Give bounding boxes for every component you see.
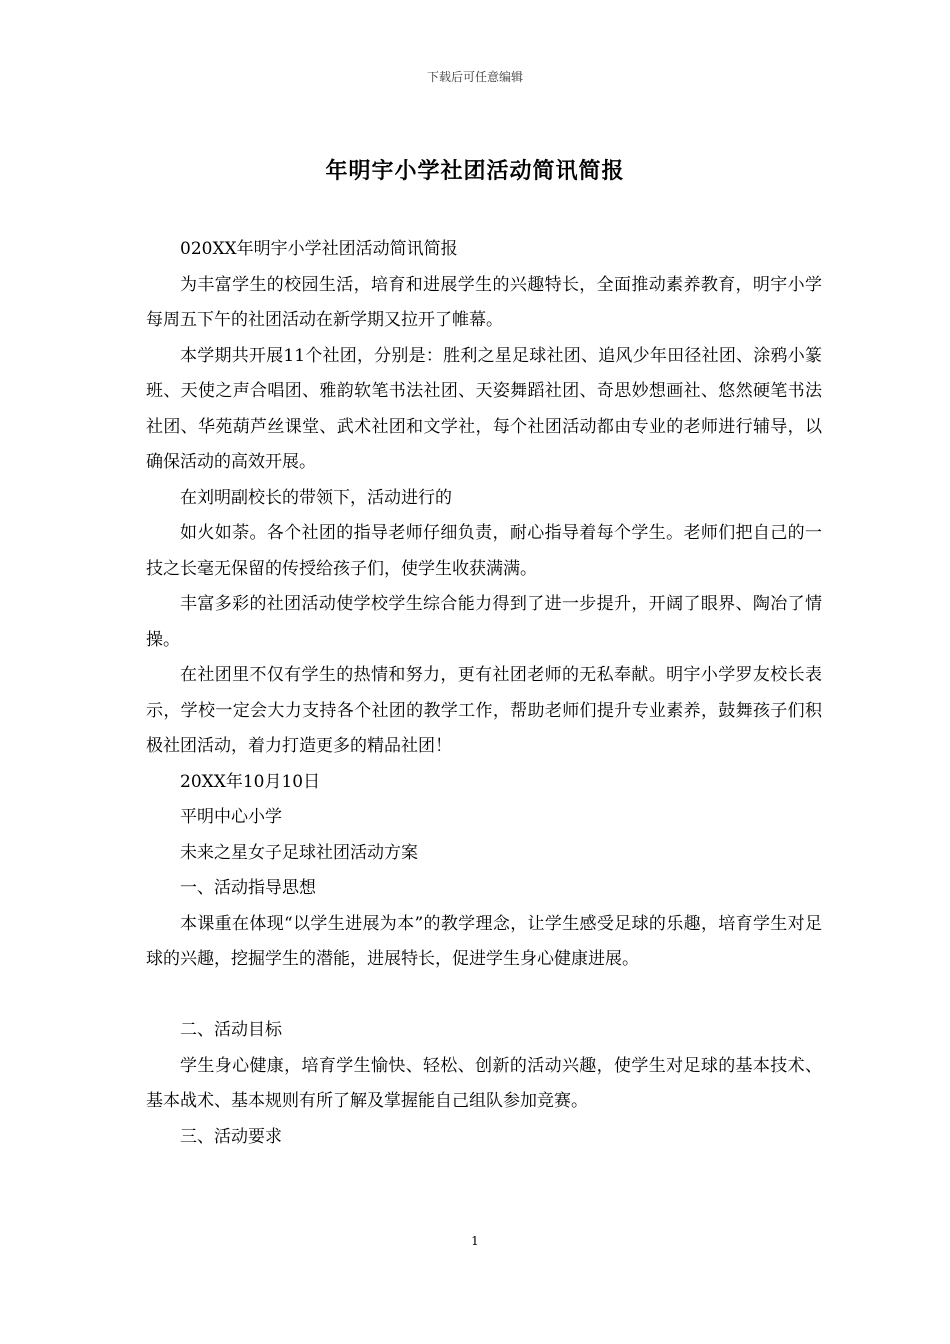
paragraph-plan-title: 未来之星女子足球社团活动方案: [180, 842, 418, 863]
paragraph-intro-title: 020XX年明宇小学社团活动简讯简报: [180, 239, 458, 259]
paragraph-section-1-body: 本课重在体现“以学生进展为本”的教学理念，让学生感受足球的乐趣，培育学生对足球的兴趣，挖掘学生的潜能，进展特长，促进学生身心健康进展。: [146, 913, 822, 969]
paragraph-club-list: 本学期共开展11个社团，分别是：胜利之星足球社团、追风少年田径社团、涂鸦小篆班、天使之声合唱团、雅韵软笔书法社团、天姿舞蹈社团、奇思妙想画社、悠然硬笔书法社团、华苑葫芦丝课堂、武术社团和文学社，每个社团活动都由专业的老师进行辅导，以确保活动的高效开展。: [146, 345, 822, 472]
paragraph-section-2-heading: 二、活动目标: [180, 1020, 282, 1040]
paragraph-leadership: 在刘明副校长的带领下，活动进行的: [180, 487, 452, 508]
paragraph-school-name: 平明中心小学: [180, 807, 282, 827]
paragraph-benefits: 丰富多彩的社团活动使学校学生综合能力得到了进一步提升，开阔了眼界、陶冶了情操。: [146, 594, 822, 650]
paragraph-section-1-heading: 一、活动指导思想: [180, 878, 316, 898]
paragraph-date: 20XX年10月10日: [180, 771, 321, 792]
page-number: 1: [471, 1234, 479, 1248]
document-body: [146, 232, 822, 1155]
header-note: 下载后可任意编辑: [426, 70, 523, 84]
paragraph-section-2-body: 学生身心健康，培育学生愉快、轻松、创新的活动兴趣，使学生对足球的基本技术、基本战术、基本规则有所了解及掌握能自己组队参加竞赛。: [146, 1055, 822, 1111]
paragraph-principal: 在社团里不仅有学生的热情和努力，更有社团老师的无私奉献。明宇小学罗友校长表示，学校一定会大力支持各个社团的教学工作，帮助老师们提升专业素养，鼓舞孩子们积极社团活动，着力打造更多的精品社团！: [146, 665, 822, 756]
paragraph-purpose: 为丰富学生的校园生活，培育和进展学生的兴趣特长，全面推动素养教育，明宇小学每周五下午的社团活动在新学期又拉开了帷幕。: [146, 274, 822, 330]
document-title: 年明宇小学社团活动简讯简报: [325, 159, 625, 184]
paragraph-section-3-heading: 三、活动要求: [180, 1126, 282, 1147]
paragraph-teachers: 如火如荼。各个社团的指导老师仔细负责，耐心指导着每个学生。老师们把自己的一技之长毫无保留的传授给孩子们，使学生收获满满。: [146, 523, 822, 579]
